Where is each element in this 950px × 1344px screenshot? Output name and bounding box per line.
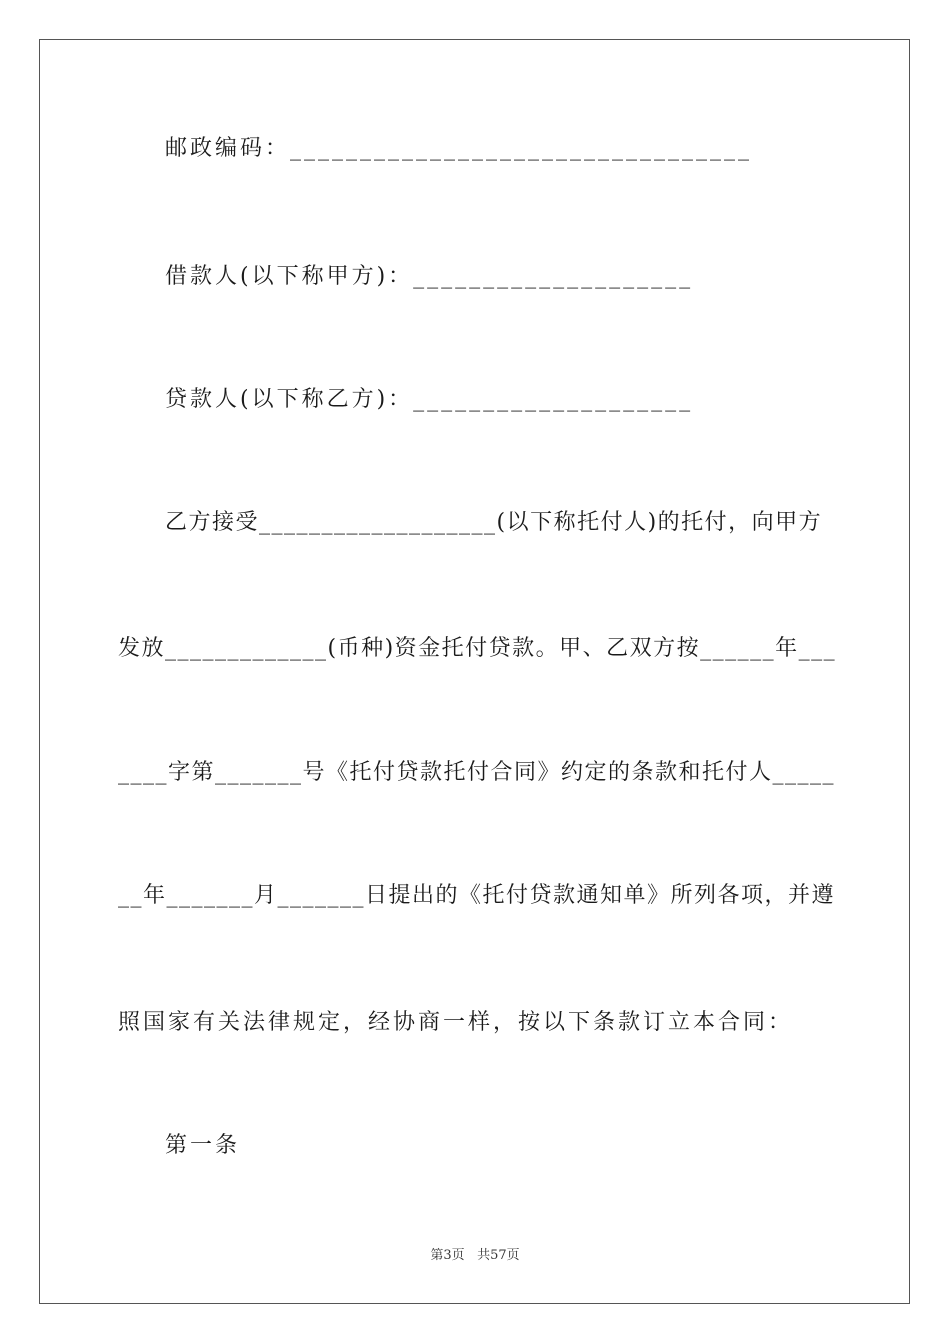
borrower-line: 借款人(以下称甲方)：____________________ (165, 264, 694, 289)
paragraph-line-2: 发放_____________(币种)资金托付贷款。甲、乙双方按______年___ (118, 636, 837, 661)
page-number: 第3页 (430, 1248, 465, 1263)
postal-code-line: 邮政编码：_________________________________ (165, 136, 753, 161)
paragraph-line-5: 照国家有关法律规定，经协商一样，按以下条款订立本合同： (118, 1010, 794, 1035)
lender-line: 贷款人(以下称乙方)：____________________ (165, 387, 694, 412)
page-total: 共57页 (477, 1248, 520, 1263)
page-footer (0, 1246, 950, 1266)
paragraph-line-3: ____字第_______号《托付贷款托付合同》约定的条款和托付人_____ (118, 760, 836, 785)
paragraph-line-1: 乙方接受___________________(以下称托付人)的托付，向甲方 (165, 510, 823, 535)
article-one-heading: 第一条 (165, 1133, 241, 1158)
page-border (39, 39, 910, 1304)
paragraph-line-4: __年_______月_______日提出的《托付贷款通知单》所列各项，并遵 (118, 883, 836, 908)
